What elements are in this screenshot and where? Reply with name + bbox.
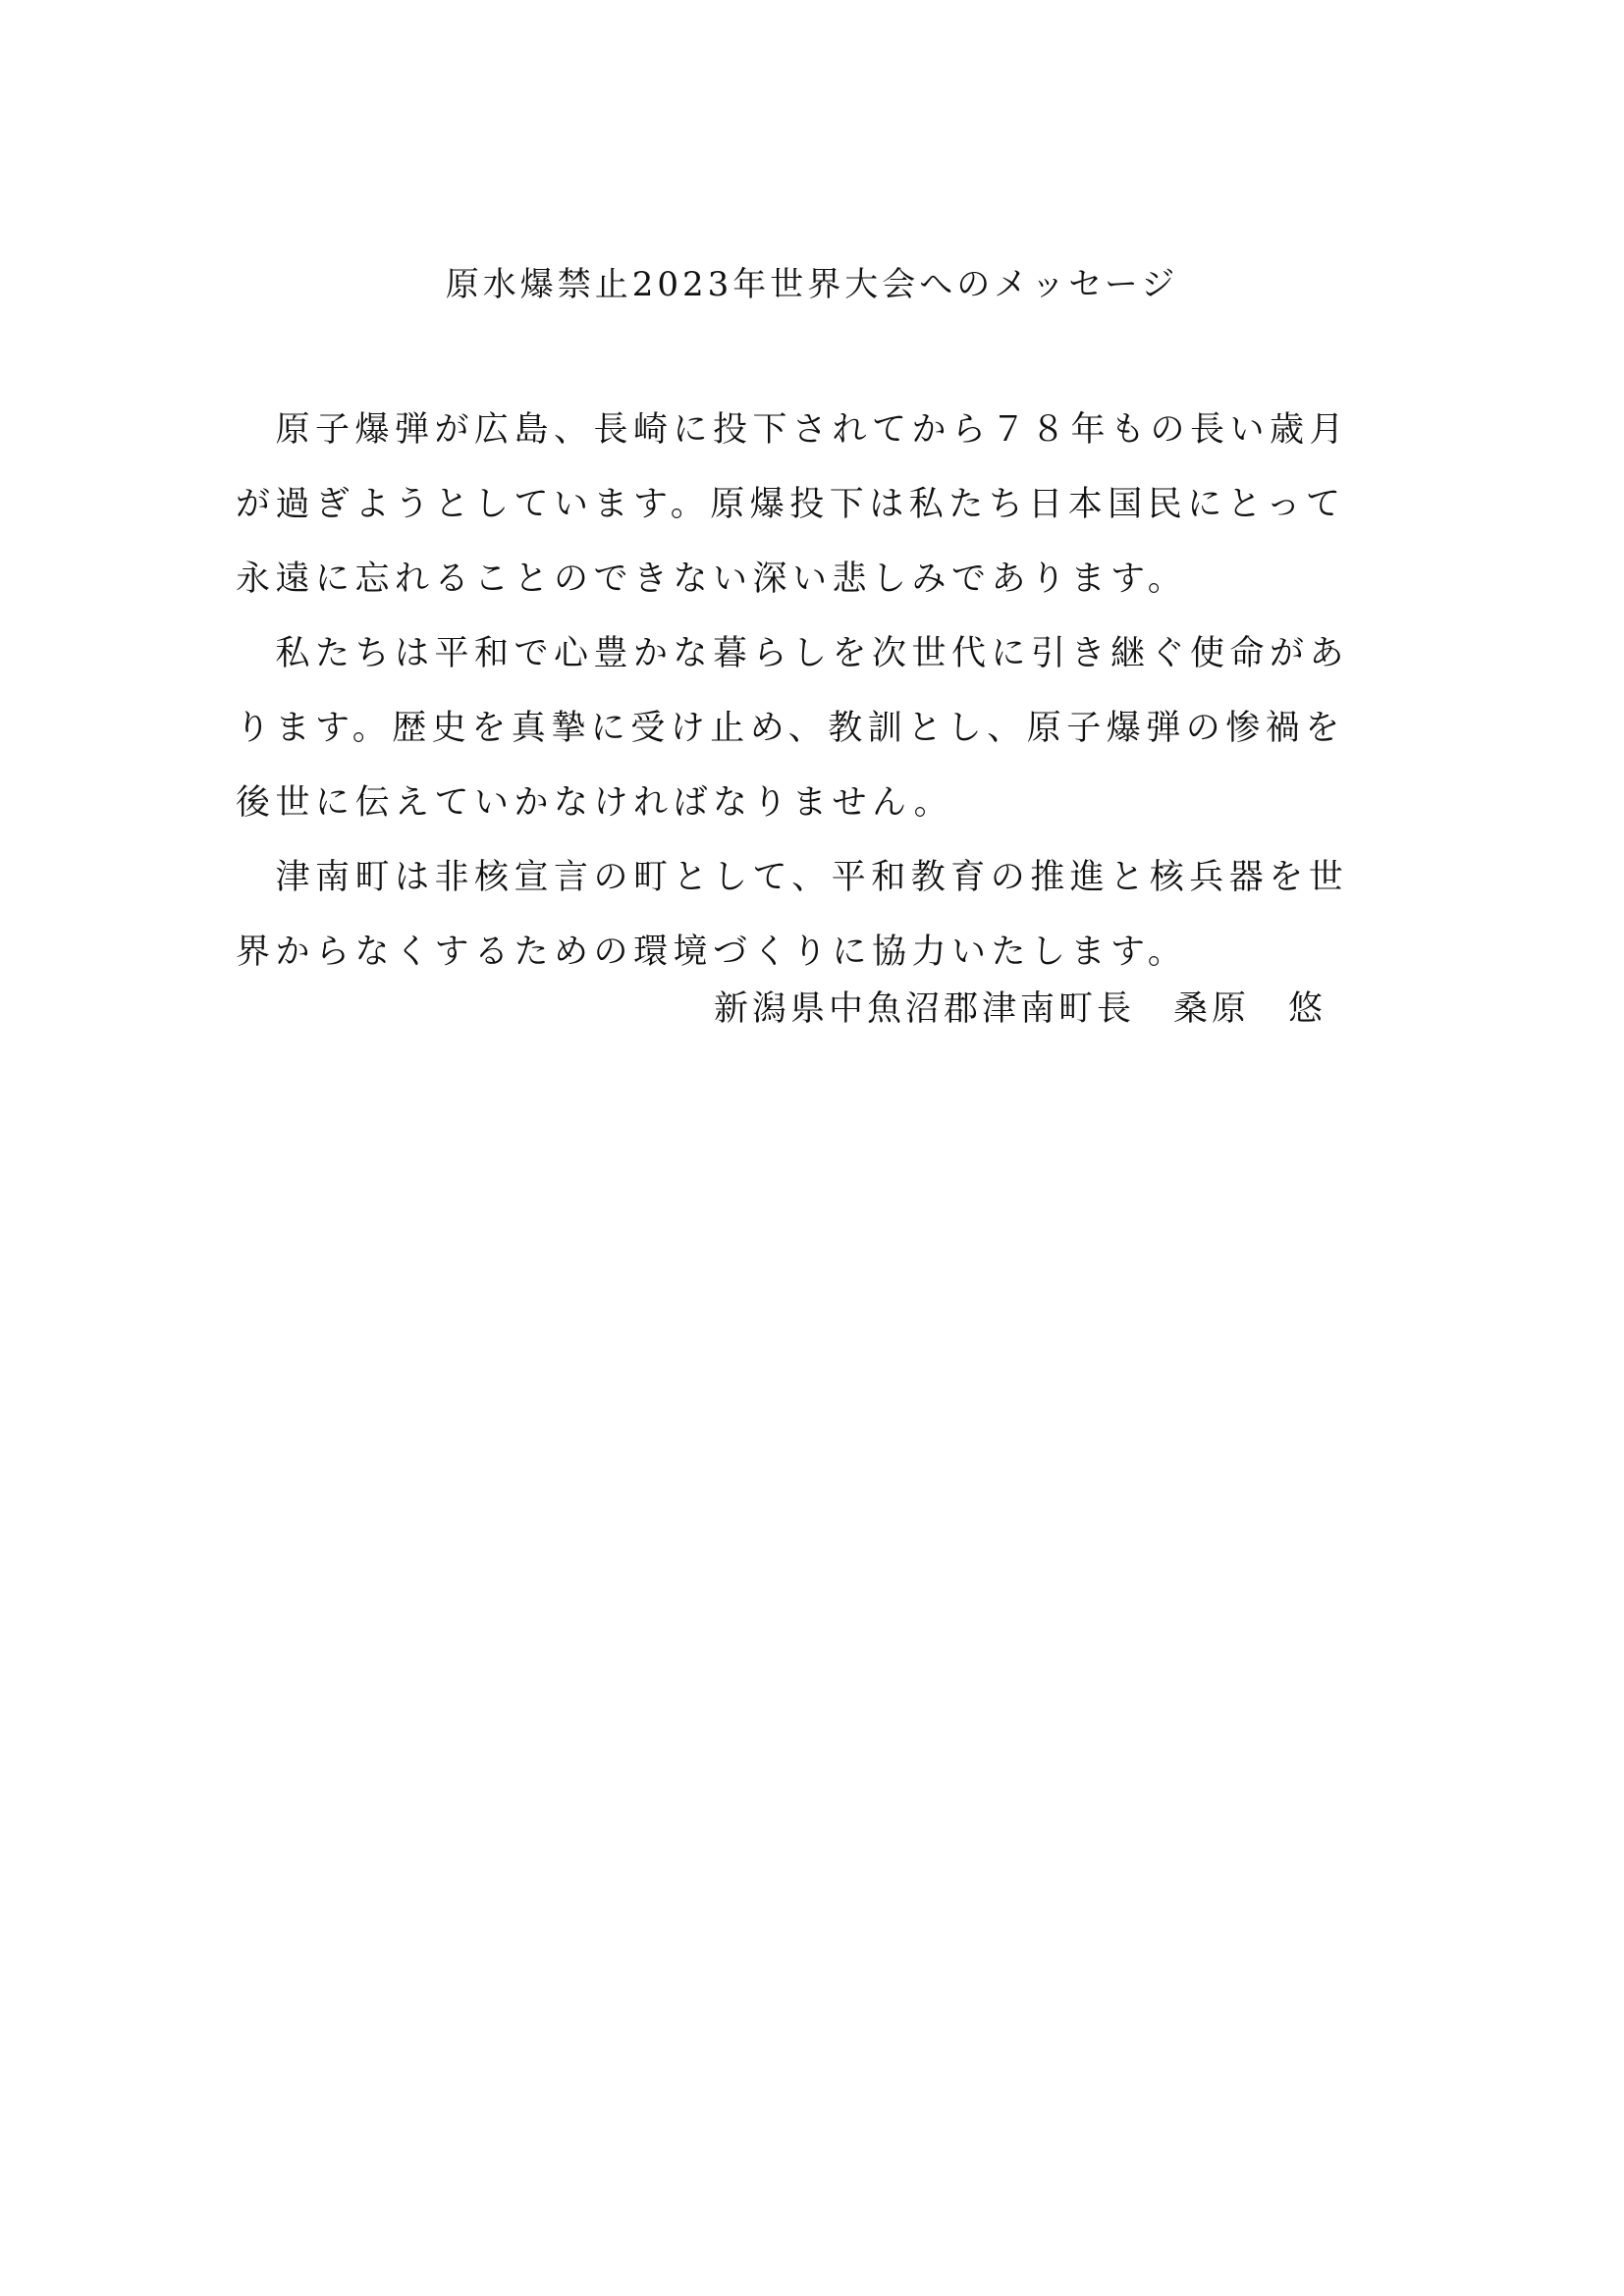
body-line: 津南町は非核宣言の町として、平和教育の推進と核兵器を世 [236,858,1349,897]
signature: 新潟県中魚沼郡津南町長 桑原 悠 [714,989,1327,1029]
body-line: 界からなくするための環境づくりに協力いたします。 [236,933,1188,972]
body-line: 永遠に忘れることのできない深い悲しみであります。 [236,560,1188,599]
document-title: 原水爆禁止2023年世界大会へのメッセージ [445,265,1179,304]
body-line: 原子爆弾が広島、長崎に投下されてから７８年もの長い歳月 [236,410,1350,450]
body-line: ります。歴史を真摯に受け止め、教訓とし、原子爆弾の惨禍を [236,709,1345,748]
body-line: 後世に伝えていかなければなりません。 [236,783,954,823]
message-body [236,393,1473,989]
body-line: が過ぎようとしています。原爆投下は私たち日本国民にとって [236,485,1346,524]
body-line: 私たちは平和で心豊かな暮らしを次世代に引き継ぐ使命があ [236,634,1350,673]
